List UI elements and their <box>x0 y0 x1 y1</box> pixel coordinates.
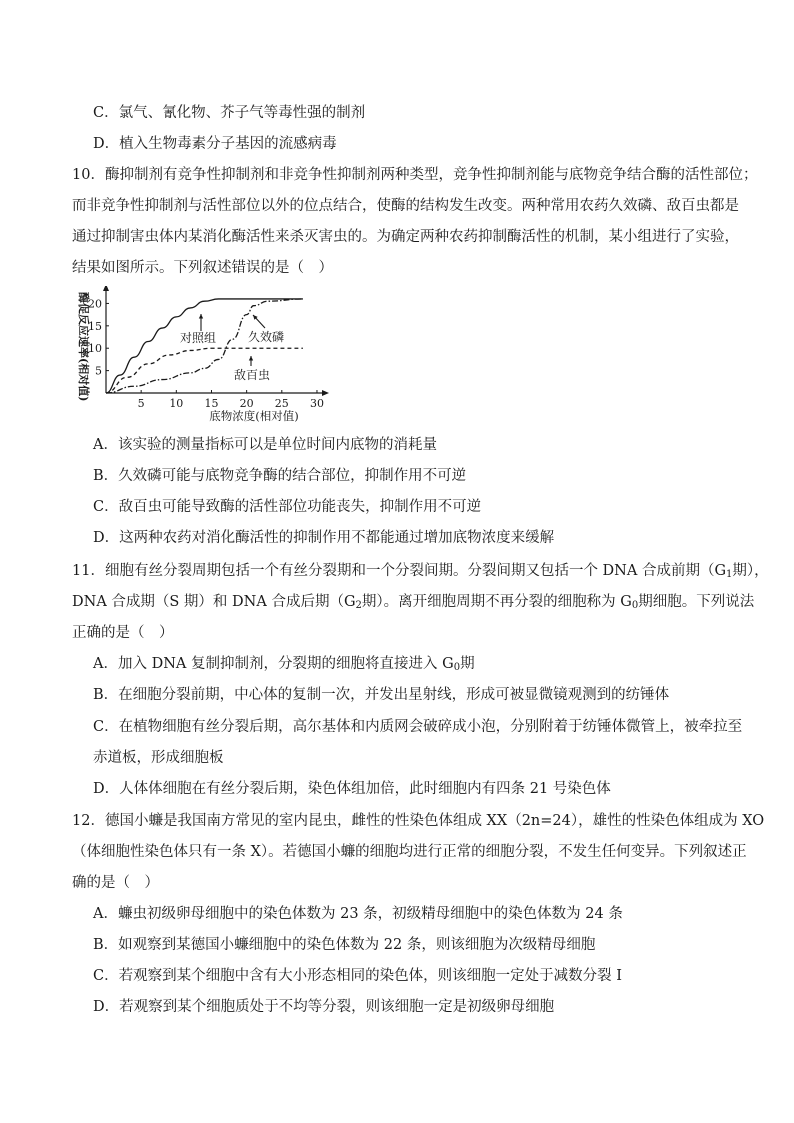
q12-option-a: A．蠊虫初级卵母细胞中的染色体数为 23 条，初级精母细胞中的染色体数为 24 条 <box>93 906 623 922</box>
legend-label-dibaichong: 敌百虫 <box>234 368 271 382</box>
x-tick-label: 20 <box>239 397 254 410</box>
x-axis-label: 底物浓度(相对值) <box>209 409 299 423</box>
q10-stem-line-1: 10．酶抑制剂有竞争性抑制剂和非竞争性抑制剂两种类型，竞争性抑制剂能与底物竞争结合酶的活性部位； <box>72 167 758 183</box>
legend-label-control: 对照组 <box>180 331 217 345</box>
legend-label-jiuxiaolin: 久效磷 <box>248 330 285 344</box>
series-line-jiuxiaolin <box>106 299 303 393</box>
q12-option-d: D．若观察到某个细胞质处于不均等分裂，则该细胞一定是初级卵母细胞 <box>93 999 555 1015</box>
q12-option-b: B．如观察到某德国小蠊细胞中的染色体数为 22 条，则该细胞为次级精母细胞 <box>93 937 596 953</box>
q10-option-c: C．敌百虫可能导致酶的活性部位功能丧失，抑制作用不可逆 <box>93 499 482 515</box>
y-axis-arrow <box>103 286 109 291</box>
q12-number: 12． <box>72 813 105 829</box>
y-tick-label: 5 <box>95 364 102 378</box>
x-tick-label: 15 <box>204 397 219 410</box>
q11-option-b: B．在细胞分裂前期，中心体的复制一次，并发出星射线，形成可被显微镜观测到的纺锤体 <box>93 687 670 703</box>
q11-stem-line-1: 11．细胞有丝分裂周期包括一个有丝分裂期和一个分裂间期。分裂间期又包括一个 DNA 合成前期（$G_1$期）， <box>72 563 769 580</box>
q11-option-c-continued: 赤道板，形成细胞板 <box>93 750 224 766</box>
q9-option-d: D．植入生物毒素分子基因的流感病毒 <box>93 136 337 152</box>
x-tick-label: 25 <box>274 397 289 410</box>
series-line-control <box>106 299 303 393</box>
dibaichong-pointer-arrow-head <box>249 356 253 361</box>
q12-stem-line-1: 12．德国小蠊是我国南方常见的室内昆虫，雌性的性染色体组成 XX（2n=24），雄性的性染色体组成为 XO <box>72 813 765 829</box>
y-tick-label: 15 <box>88 319 102 333</box>
q11-option-c: C．在植物细胞有丝分裂后期，高尔基体和内质网会破碎成小泡，分别附着于纺锤体微管上，被牵拉至 <box>93 719 743 735</box>
q11-option-a: A．加入 DNA 复制抑制剂，分裂期的细胞将直接进入 $G_0$期 <box>93 656 475 673</box>
control-pointer-arrow-head <box>199 314 203 319</box>
q10-option-b: B．久效磷可能与底物竞争酶的结合部位，抑制作用不可逆 <box>93 468 467 484</box>
q10-stem-line-4: 结果如图所示。下列叙述错误的是（ ） <box>72 260 333 276</box>
q9-option-c: C．氯气、氰化物、芥子气等毒性强的制剂 <box>93 105 366 121</box>
q10-number: 10． <box>72 167 105 183</box>
q12-stem-line-3: 确的是（ ） <box>72 875 159 891</box>
q10-stem-line-3: 通过抑制害虫体内某消化酶活性来杀灭害虫的。为确定两种农药抑制酶活性的机制，某小组进行了实验， <box>72 229 739 245</box>
q11-stem-line-3: 正确的是（ ） <box>72 625 174 641</box>
q11-stem-line-2: DNA 合成期（S 期）和 DNA 合成后期（$G_2$期）。离开细胞周期不再分裂的细胞称为 $G_0$期细胞。下列说法 <box>72 594 755 611</box>
q10-option-a: A．该实验的测量指标可以是单位时间内底物的消耗量 <box>93 437 437 453</box>
y-tick-label: 20 <box>88 297 102 311</box>
q10-option-d: D．这两种农药对消化酶活性的抑制作用不都能通过增加底物浓度来缓解 <box>93 530 555 546</box>
q11-number: 11． <box>72 563 105 579</box>
x-axis-arrow <box>322 390 329 396</box>
q11-option-d: D．人体体细胞在有丝分裂后期，染色体组加倍，此时细胞内有四条 21 号染色体 <box>93 781 611 797</box>
y-axis-label: 酶促反应速率(相对值) <box>77 292 90 402</box>
q12-stem-line-2: （体细胞性染色体只有一条 X）。若德国小蠊的细胞均进行正常的细胞分裂，不发生任何变异。下列叙述正 <box>72 844 747 860</box>
q12-option-c: C．若观察到某个细胞中含有大小形态相同的染色体，则该细胞一定处于减数分裂 I <box>93 968 622 984</box>
enzyme-rate-chart <box>72 286 332 424</box>
y-tick-label: 10 <box>88 342 102 356</box>
x-tick-label: 5 <box>137 397 145 410</box>
series-line-dibaichong <box>106 348 303 393</box>
q10-stem-line-2: 而非竞争性抑制剂与活性部位以外的位点结合，使酶的结构发生改变。两种常用农药久效磷、敌百虫都是 <box>72 198 739 214</box>
x-tick-label: 10 <box>169 397 184 410</box>
chart-plot-area <box>88 286 329 410</box>
x-tick-label: 30 <box>309 397 324 410</box>
